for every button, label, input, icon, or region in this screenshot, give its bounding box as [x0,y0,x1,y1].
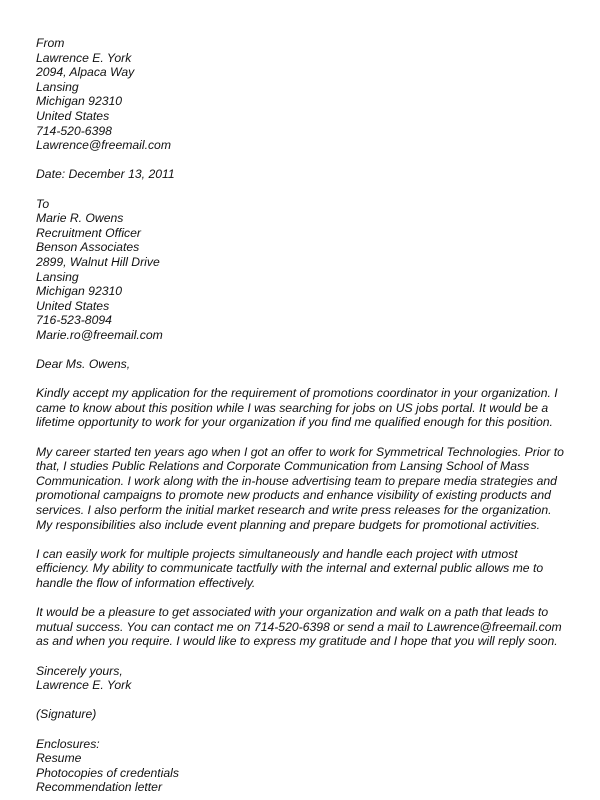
paragraph-line: efficiency. My ability to communicate tactfully with the internal and external public allows me to [36,561,544,576]
spacer [36,342,566,357]
paragraph-line: came to know about this position while I was searching for jobs on US jobs portal. It would be a [36,400,549,415]
enclosures-heading: Enclosures: [36,736,100,751]
spacer [36,532,566,547]
salutation: Dear Ms. Owens, [36,357,131,372]
recipient-name: Marie R. Owens [36,211,124,226]
paragraph-line: Kindly accept my application for the requirement of promotions coordinator in your organization. I [36,386,558,401]
salutation-block [36,357,566,372]
paragraph-closing [36,605,566,649]
spacer [36,693,566,708]
recipient-country: United States [36,298,110,313]
recipient-heading: To [36,196,50,211]
paragraph-line: that, I studies Public Relations and Corporate Communication from Lansing School of Mass [36,459,530,474]
signer-name: Lawrence E. York [36,678,132,693]
sender-city: Lansing [36,79,79,94]
paragraph-application [36,386,566,430]
paragraph-line: as and when you require. I would like to express my gratitude and I hope that you will reply soon. [36,634,558,649]
recipient-street: 2899, Walnut Hill Drive [36,254,160,269]
sender-state: Michigan 92310 [36,94,123,109]
recipient-city: Lansing [36,269,79,284]
paragraph-line: promotional campaigns to promote new products and enhance visibility of existing products and [36,488,551,503]
letter-page [36,36,566,795]
sender-block [36,36,566,153]
enclosures-block [36,737,566,795]
paragraph-line: services. I also perform the initial market research and write press releases for the organization. [36,503,552,517]
recipient-title: Recruitment Officer [36,225,141,240]
paragraph-line: lifetime opportunity to work for your organization if you find me qualified enough for this position. [36,415,553,430]
signature-block [36,707,566,722]
paragraph-line: My career started ten years ago when I got an offer to work for Symmetrical Technologies. Prior to [36,444,564,459]
paragraph-line: It would be a pleasure to get associated with your organization and walk on a path that leads to [36,605,549,620]
paragraph-line: mutual success. You can contact me on 714-520-6398 or send a mail to Lawrence@freemail.com [36,619,562,634]
spacer [36,722,566,737]
sender-email: Lawrence@freemail.com [36,138,171,153]
paragraph-line: Communication. I work along with the in-house advertising team to prepare media strategies and [36,473,557,488]
spacer [36,153,566,168]
recipient-company: Benson Associates [36,240,140,255]
recipient-state: Michigan 92310 [36,284,123,299]
enclosure-item: Photocopies of credentials [36,765,179,780]
recipient-block [36,197,566,343]
paragraph-line: I can easily work for multiple projects simultaneously and handle each project with utmost [36,546,518,561]
valediction: Sincerely yours, [36,663,123,678]
paragraph-career [36,445,566,533]
valediction-block [36,664,566,693]
paragraph-line: My responsibilities also include event planning and prepare budgets for promotional activities. [36,517,541,532]
spacer [36,182,566,197]
spacer [36,591,566,606]
sender-heading: From [36,36,65,50]
sender-phone: 714-520-6398 [36,123,112,138]
recipient-phone: 716-523-8094 [36,313,112,328]
sender-country: United States [36,108,110,123]
enclosure-item: Resume [36,751,82,766]
enclosure-item: Recommendation letter [36,780,162,795]
spacer [36,430,566,445]
sender-street: 2094, Alpaca Way [36,65,135,80]
paragraph-skills [36,547,566,591]
recipient-email: Marie.ro@freemail.com [36,327,163,342]
spacer [36,649,566,664]
sender-name: Lawrence E. York [36,50,132,65]
spacer [36,372,566,387]
letter-date: Date: December 13, 2011 [36,167,175,182]
date-block [36,167,566,182]
signature-placeholder: (Signature) [36,707,97,722]
paragraph-line: handle the flow of information effectively. [36,575,256,590]
